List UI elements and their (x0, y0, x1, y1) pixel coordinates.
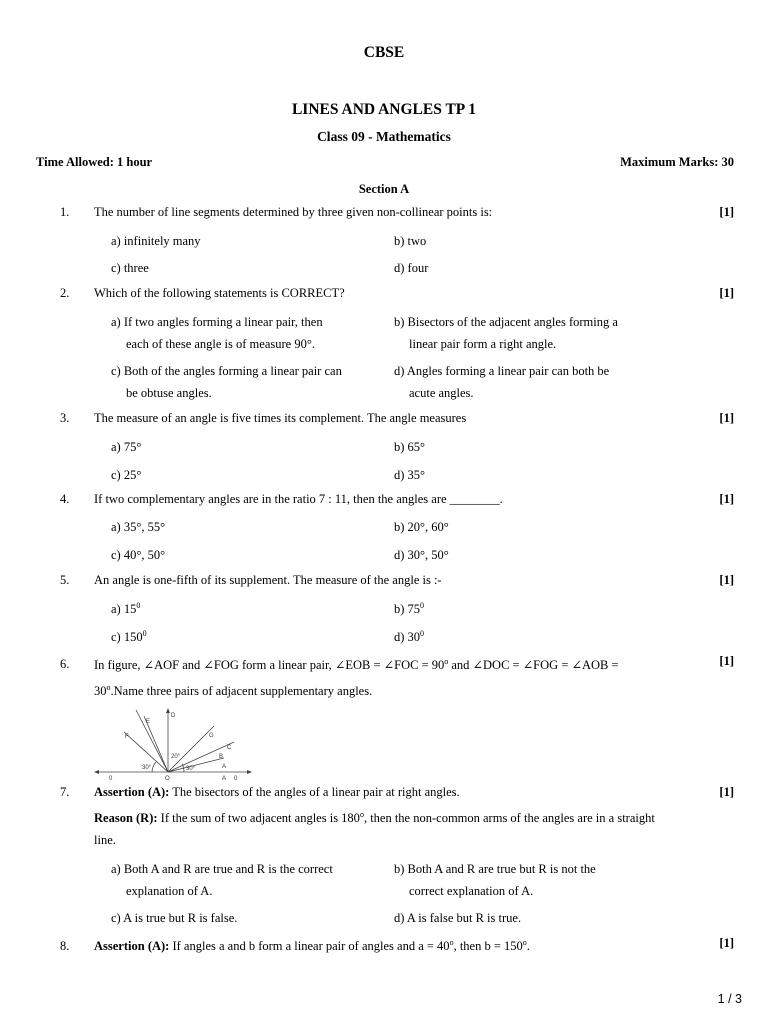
option-b: b) two (394, 234, 427, 248)
option-c (111, 626, 147, 648)
option-d: d) 30°, 50° (394, 548, 449, 562)
option-line: be obtuse angles. (126, 386, 212, 400)
degree-superscript: 0 (136, 601, 141, 610)
option-c: c) 25° (111, 468, 142, 482)
question-number: 3. (60, 411, 70, 425)
degree-superscript: 0 (420, 601, 425, 610)
assertion-label: Assertion (A): (94, 939, 170, 953)
option-b (394, 311, 618, 355)
option-c (111, 360, 342, 404)
option-value: a) 15 (111, 602, 137, 616)
option-a (111, 598, 140, 620)
arrow-right (247, 770, 252, 774)
page-number: 1 / 3 (717, 992, 742, 1006)
assertion-text: . (526, 939, 530, 953)
question-marks: [1] (719, 411, 734, 425)
option-line: correct explanation of A. (409, 884, 534, 898)
degree-superscript: o (449, 938, 454, 947)
degree-superscript: o (106, 683, 111, 692)
axis-label: A (222, 776, 227, 782)
option-value: c) 150 (111, 630, 143, 644)
label-b: B (219, 754, 224, 760)
label-g: G (209, 733, 214, 739)
option-line: a) Both A and R are true and R is the correct (111, 862, 333, 876)
option-line: linear pair form a right angle. (409, 337, 557, 351)
reason-label: Reason (R): (94, 811, 158, 825)
degree-superscript: o (444, 657, 449, 666)
question-marks: [1] (719, 205, 734, 219)
question-number: 2. (60, 286, 70, 300)
question-number: 7. (60, 785, 70, 799)
option-c: c) 40°, 50° (111, 548, 166, 562)
option-a: a) infinitely many (111, 234, 201, 248)
label-o: O (165, 776, 170, 782)
question-text: If two complementary angles are in the ratio 7 : 11, then the angles are ________. (94, 492, 503, 506)
option-d: d) 35° (394, 468, 426, 482)
assertion-text: If angles a and b form a linear pair of angles and a = 40 (169, 939, 450, 953)
option-b: b) 65° (394, 440, 426, 454)
option-line: a) If two angles forming a linear pair, then (111, 315, 323, 329)
option-b: b) 20°, 60° (394, 520, 449, 534)
reason-line (94, 811, 655, 826)
assertion-line (94, 785, 460, 800)
option-a (111, 311, 323, 355)
paper-subtitle: Class 09 - Mathematics (317, 129, 451, 144)
degree-superscript: o (522, 938, 527, 947)
option-line: acute angles. (409, 386, 474, 400)
option-d: d) four (394, 261, 429, 275)
question-text-line-2 (94, 684, 372, 699)
assertion-text: , then b = 150 (453, 939, 523, 953)
ray-b (168, 758, 227, 772)
text-part: .Name three pairs of adjacent supplementary angles. (110, 684, 373, 698)
question-text: The number of line segments determined by three given non-collinear points is: (94, 205, 493, 219)
label-c: C (227, 745, 232, 751)
option-c: c) A is true but R is false. (111, 911, 238, 925)
question-marks: [1] (719, 573, 734, 587)
angle-label: 20° (171, 754, 181, 760)
option-a: a) 75° (111, 440, 142, 454)
option-line: b) Bisectors of the adjacent angles forming a (394, 315, 618, 329)
option-c: c) three (111, 261, 149, 275)
text-part: and ∠DOC = ∠FOG = ∠AOB = (448, 658, 619, 672)
text-part: 30 (94, 684, 107, 698)
question-number: 6. (60, 657, 70, 671)
label-f: F (125, 734, 129, 740)
question-marks: [1] (719, 492, 734, 506)
board-title: CBSE (363, 44, 405, 61)
axis-label: 0 (109, 776, 113, 782)
question-number: 1. (60, 205, 70, 219)
assertion-text: The bisectors of the angles of a linear pair at right angles. (169, 785, 460, 799)
question-number: 4. (60, 492, 70, 506)
label-a-ray: A (222, 764, 227, 770)
axis-label: 0 (234, 776, 238, 782)
option-d: d) A is false but R is true. (394, 911, 522, 925)
option-value: b) 75 (394, 602, 421, 616)
option-b (394, 858, 596, 902)
reason-text: , then the non-common arms of the angles are in a straight (363, 811, 655, 825)
arrow-d (166, 708, 170, 713)
option-line: explanation of A. (126, 884, 213, 898)
option-d (394, 626, 424, 648)
option-line: b) Both A and R are true but R is not the (394, 862, 596, 876)
option-line: d) Angles forming a linear pair can both be (394, 364, 610, 378)
degree-superscript: 0 (142, 629, 147, 638)
text-part: In figure, ∠AOF and ∠FOG form a linear pair, ∠EOB = ∠FOC = 90 (94, 658, 445, 672)
maximum-marks: Maximum Marks: 30 (620, 155, 734, 169)
question-marks: [1] (719, 654, 734, 668)
time-allowed: Time Allowed: 1 hour (36, 155, 153, 169)
degree-superscript: o (359, 810, 364, 819)
option-d (394, 360, 609, 404)
arrow-left (94, 770, 99, 774)
reason-text: If the sum of two adjacent angles is 180 (157, 811, 360, 825)
question-text: An angle is one-fifth of its supplement. The measure of the angle is :- (94, 573, 442, 587)
question-text-line-1 (94, 657, 619, 673)
assertion-line (94, 939, 530, 954)
angle-arc (152, 762, 156, 772)
option-line: c) Both of the angles forming a linear pair can (111, 364, 342, 378)
question-number: 8. (60, 939, 70, 953)
option-value: d) 30 (394, 630, 421, 644)
section-heading: Section A (358, 182, 410, 196)
paper-title: LINES AND ANGLES TP 1 (291, 101, 477, 118)
question-text: Which of the following statements is CORRECT? (94, 286, 345, 300)
angles-figure (94, 706, 254, 782)
question-text: The measure of an angle is five times its complement. The angle measures (94, 411, 467, 425)
angle-label: 30° (186, 766, 196, 772)
option-b (394, 598, 424, 620)
angle-label: 30° (142, 765, 152, 771)
reason-line-continued: line. (94, 833, 116, 847)
question-marks: [1] (719, 286, 734, 300)
option-a (111, 858, 333, 902)
question-marks: [1] (719, 785, 734, 799)
option-a: a) 35°, 55° (111, 520, 166, 534)
question-marks: [1] (719, 936, 734, 950)
ray-far (136, 710, 168, 772)
option-line: each of these angle is of measure 90°. (126, 337, 315, 351)
degree-superscript: 0 (420, 629, 425, 638)
assertion-label: Assertion (A): (94, 785, 170, 799)
question-number: 5. (60, 573, 70, 587)
label-e: E (146, 719, 151, 725)
label-d: D (171, 713, 176, 719)
